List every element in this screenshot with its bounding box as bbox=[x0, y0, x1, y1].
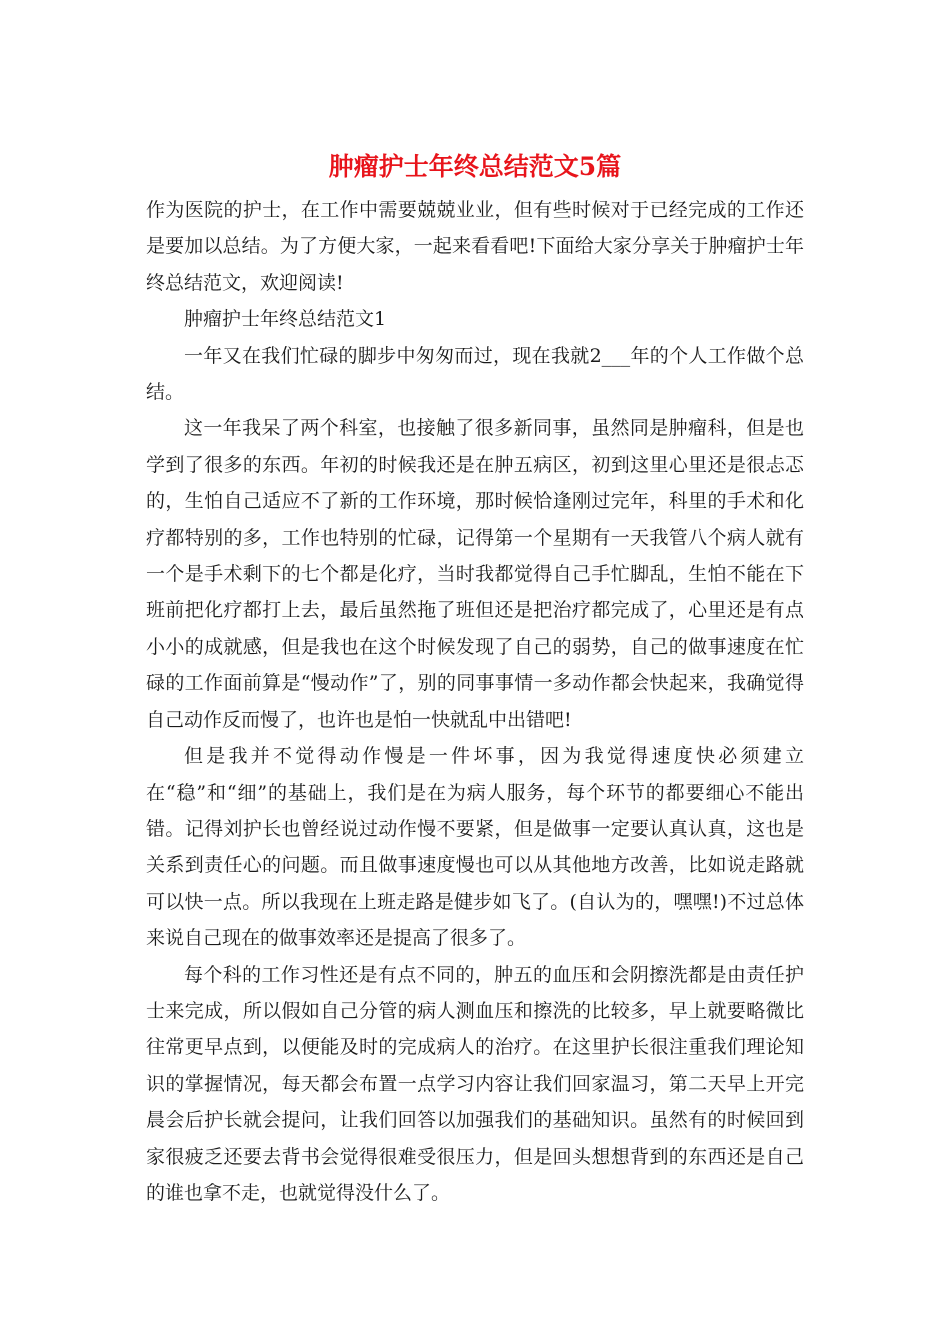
body-paragraph: 这一年我呆了两个科室，也接触了很多新同事，虽然同是肿瘤科，但是也学到了很多的东西。年初的时候我还是在肿五病区，初到这里心里还是很忐忑的，生怕自己适应不了新的工作环境，那时候恰逢刚过完年，科里的手术和化疗都特别的多，工作也特别的忙碌，记得第一个星期有一天我管八个病人就有一个是手术剩下的七个都是化疗，当时我都觉得自己手忙脚乱，生怕不能在下班前把化疗都打上去，最后虽然拖了班但还是把治疗都完成了，心里还是有点小小的成就感，但是我也在这个时候发现了自己的弱势，自己的做事速度在忙碌的工作面前算是“慢动作”了，别的同事事情一多动作都会快起来，我确觉得自己动作反而慢了，也许也是怕一快就乱中出错吧! bbox=[146, 417, 804, 731]
body-paragraph: 每个科的工作习性还是有点不同的，肿五的血压和会阴擦洗都是由责任护士来完成，所以假如自己分管的病人测血压和擦洗的比较多，早上就要略微比往常更早点到，以便能及时的完成病人的治疗。在这里护长很注重我们理论知识的掌握情况，每天都会布置一点学习内容让我们回家温习，第二天早上开完晨会后护长就会提问，让我们回答以加强我们的基础知识。虽然有的时候回到家很疲乏还要去背书会觉得很难受很压力，但是回头想想背到的东西还是自己的谁也拿不走，也就觉得没什么了。 bbox=[146, 963, 804, 1204]
document-title: 肿瘤护士年终总结范文5篇 bbox=[328, 152, 622, 181]
section-heading: 肿瘤护士年终总结范文1 bbox=[184, 308, 387, 331]
body-paragraph: 一年又在我们忙碌的脚步中匆匆而过，现在我就2___年的个人工作做个总结。 bbox=[146, 344, 804, 404]
document-body bbox=[146, 192, 804, 1211]
body-paragraph: 但是我并不觉得动作慢是一件坏事，因为我觉得速度快必须建立在“稳”和“细”的基础上，我们是在为病人服务，每个环节的都要细心不能出错。记得刘护长也曾经说过动作慢不要紧，但是做事一定要认真认真，这也是关系到责任心的问题。而且做事速度慢也可以从其他地方改善，比如说走路就可以快一点。所以我现在上班走路是健步如飞了。(自认为的，嘿嘿!)不过总体来说自己现在的做事效率还是提高了很多了。 bbox=[146, 745, 804, 950]
intro-paragraph: 作为医院的护士，在工作中需要兢兢业业，但有些时候对于已经完成的工作还是要加以总结。为了方便大家，一起来看看吧!下面给大家分享关于肿瘤护士年终总结范文，欢迎阅读! bbox=[146, 199, 804, 294]
